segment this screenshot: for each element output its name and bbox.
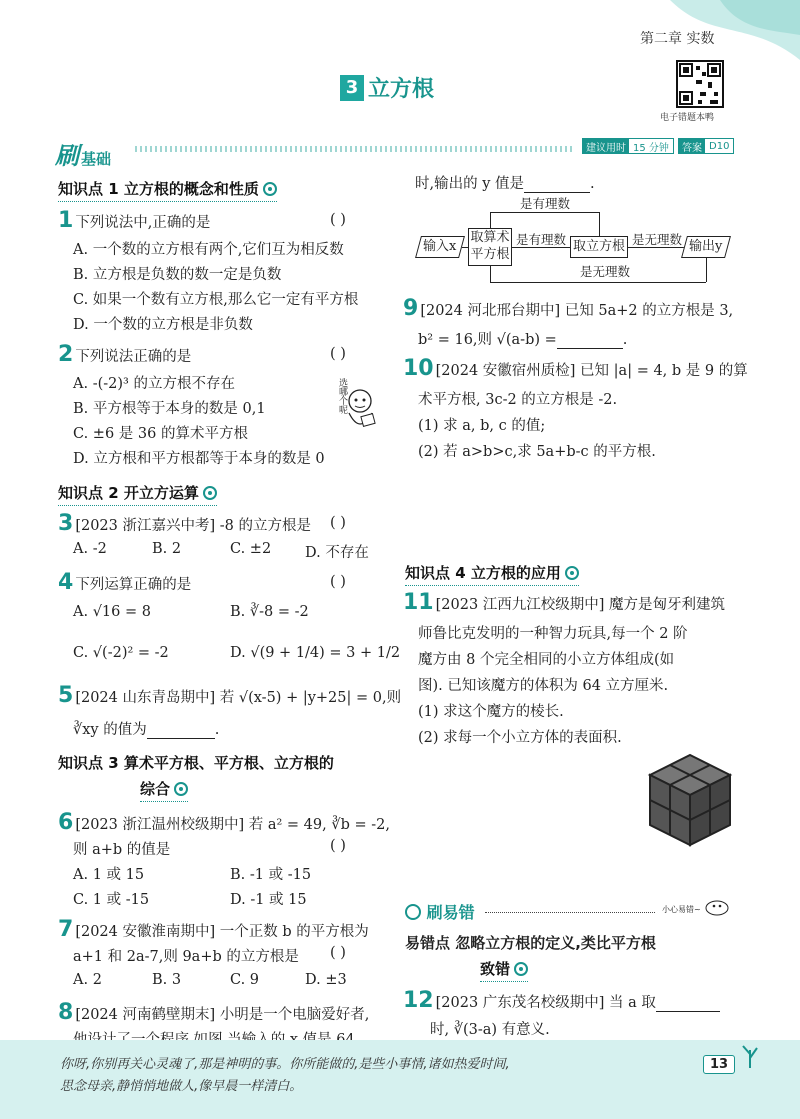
q10-line2: 术平方根, 3c-2 的立方根是 -2. (418, 392, 618, 408)
knowledge-point-3 (58, 752, 334, 775)
q10-sub2: (2) 若 a>b>c,求 5a+b-c 的平方根. (418, 444, 656, 460)
q8-line3: 时,输出的 y 值是 (415, 176, 525, 192)
q10-line1: [2024 安徽宿州质检] 已知 |a| = 4, b 是 9 的算 (435, 363, 748, 379)
flow-box-cbrt: 取立方根 (570, 236, 628, 258)
q9-line2-wrap: b² = 16,则 √(a-b) = . (418, 332, 628, 348)
kp3-title-line1: 知识点 3 算术平方根、平方根、立方根的 (58, 754, 334, 772)
flow-loop-line (599, 212, 600, 236)
flow-label-mid1: 是有理数 (516, 232, 567, 247)
knowledge-point-2 (58, 482, 217, 506)
knowledge-point-1 (58, 178, 277, 202)
time-label: 建议用时 (583, 139, 629, 153)
q6-number: 6 (58, 810, 74, 835)
kp2-title: 知识点 2 开立方运算 (58, 484, 199, 502)
answer-value: D10 (709, 140, 730, 152)
q2-option-a[interactable]: A. -(-2)³ 的立方根不存在 (73, 376, 235, 392)
q4-option-b[interactable]: B. ∛-8 = -2 (230, 604, 309, 620)
q11-number: 11 (403, 590, 434, 615)
q7-option-b[interactable]: B. 3 (152, 972, 182, 988)
footer-quote-line1: 你呀,你别再关心灵魂了,那是神明的事。你所能做的,是些小事情,诸如热爱时间, (60, 1057, 510, 1072)
flow-input (415, 236, 465, 258)
qr-caption: 电子错题本鸭 (660, 113, 715, 123)
q5-answer-blank[interactable] (147, 722, 215, 739)
mascot-icon (704, 894, 730, 916)
kp1-title: 知识点 1 立方根的概念和性质 (58, 180, 259, 198)
answer-tag (678, 138, 734, 154)
q12-line2: 时, ∛(3-a) 有意义. (430, 1022, 550, 1038)
q10-number: 10 (403, 356, 434, 381)
q6-option-c[interactable]: C. 1 或 -15 (73, 892, 150, 908)
q3-option-c[interactable]: C. ±2 (230, 541, 272, 557)
band-divider (135, 146, 575, 152)
q7-line2: a+1 和 2a-7,则 9a+b 的立方根是 (73, 949, 299, 965)
q8-number: 8 (58, 1000, 74, 1025)
band-big: 刷 (55, 142, 79, 170)
flow-label-bottom: 是无理数 (580, 264, 631, 279)
band-title (55, 136, 111, 171)
thinking-note: 选哪个呢 (337, 378, 347, 414)
flow-label-top: 是有理数 (520, 196, 571, 211)
flow-label-mid2: 是无理数 (632, 232, 683, 247)
q11-line1: [2023 江西九江校级期中] 魔方是匈牙利建筑 (435, 597, 726, 613)
q1-text: 下列说法中,正确的是 (75, 215, 211, 231)
thinking-cartoon-icon (340, 385, 380, 435)
q2-option-c[interactable]: C. ±6 是 36 的算术平方根 (73, 426, 248, 442)
q5-line2-wrap: ∛xy 的值为 . (73, 722, 220, 738)
flow-loop-line (706, 258, 707, 282)
q11-line4: 图). 已知该魔方的体积为 64 立方厘米. (418, 678, 669, 694)
knowledge-point-3-line2 (140, 778, 188, 802)
q3-option-d[interactable]: D. 不存在 (305, 545, 369, 561)
flow-loop-line (490, 266, 491, 282)
q9-line1: [2024 河北邢台期中] 已知 5a+2 的立方根是 3, (420, 303, 734, 319)
error-section-title: 刷易错 (426, 903, 475, 922)
q7-option-d[interactable]: D. ±3 (305, 972, 347, 988)
rubiks-cube-image (640, 745, 740, 853)
q8-stem (58, 1000, 369, 1025)
error-point-title-line2 (480, 958, 528, 982)
section-title-text: 立方根 (368, 77, 435, 102)
q5-stem (58, 683, 401, 708)
q4-number: 4 (58, 570, 74, 595)
error-point-title2: 致错 (480, 960, 511, 978)
q6-answer-paren[interactable]: ( ) (330, 838, 346, 854)
flow-output (681, 236, 731, 258)
q1-option-c[interactable]: C. 如果一个数有立方根,那么它一定有平方根 (73, 292, 359, 308)
q6-line1: [2023 浙江温州校级期中] 若 a² = 49, ∛b = -2, (75, 817, 390, 833)
q10-stem (403, 356, 748, 381)
q5-line2: ∛xy 的值为 (73, 722, 147, 738)
qr-code[interactable] (676, 60, 724, 108)
q4-answer-paren[interactable]: ( ) (330, 574, 346, 590)
error-section-divider (485, 912, 655, 913)
q4-option-c[interactable]: C. √(-2)² = -2 (73, 645, 169, 661)
band-small: 基础 (81, 150, 112, 168)
q3-option-a[interactable]: A. -2 (73, 541, 107, 557)
q6-option-a[interactable]: A. 1 或 15 (73, 867, 145, 883)
time-value: 15 分钟 (633, 142, 669, 154)
target-icon (203, 486, 217, 500)
q11-sub2: (2) 求每一个小立方体的表面积. (418, 730, 622, 746)
q3-text: [2023 浙江嘉兴中考] -8 的立方根是 (75, 518, 311, 534)
q2-answer-paren[interactable]: ( ) (330, 346, 346, 362)
q2-stem (58, 342, 191, 367)
q7-option-c[interactable]: C. 9 (230, 972, 260, 988)
q2-option-b[interactable]: B. 平方根等于本身的数是 0,1 (73, 401, 266, 417)
plant-icon (735, 1040, 765, 1070)
q1-option-b[interactable]: B. 立方根是负数的数一定是负数 (73, 267, 282, 283)
q2-text: 下列说法正确的是 (75, 349, 192, 365)
q1-stem (58, 208, 210, 233)
section-title (340, 72, 434, 103)
q4-option-d[interactable]: D. √(9 + 1/4) = 3 + 1/2 (230, 645, 401, 661)
q12-stem (403, 988, 720, 1013)
q9-answer-blank[interactable] (557, 332, 623, 349)
q8-line3-wrap: 时,输出的 y 值是 . (415, 176, 595, 192)
q3-option-b[interactable]: B. 2 (152, 541, 182, 557)
q7-number: 7 (58, 917, 74, 942)
error-note: 小心易错~ (662, 905, 701, 914)
target-icon (263, 182, 277, 196)
time-tag (582, 138, 674, 154)
target-icon (514, 962, 528, 976)
q11-line3: 魔方由 8 个完全相同的小立方体组成(如 (418, 652, 675, 668)
q1-number: 1 (58, 208, 74, 233)
flow-loop-line (490, 282, 706, 283)
q7-stem (58, 917, 369, 942)
footer-quote-line2: 思念母亲,静悄悄地做人,像早晨一样清白。 (60, 1079, 303, 1094)
kp4-title: 知识点 4 立方根的应用 (405, 564, 561, 582)
error-point-title: 易错点 忽略立方根的定义,类比平方根 (405, 934, 656, 952)
q1-option-a[interactable]: A. 一个数的立方根有两个,它们互为相反数 (73, 242, 344, 258)
q4-stem (58, 570, 191, 595)
q9-line2: b² = 16,则 √(a-b) = (418, 332, 557, 348)
q12-answer-blank[interactable] (656, 995, 720, 1012)
knowledge-point-4 (405, 562, 579, 586)
kp3-title-line2: 综合 (140, 780, 171, 798)
footer-quote (60, 1054, 700, 1098)
flow-loop-line (490, 212, 599, 213)
q3-number: 3 (58, 511, 74, 536)
answer-label: 答案 (679, 139, 705, 153)
q8-line1: [2024 河南鹤壁期末] 小明是一个电脑爱好者, (75, 1007, 370, 1023)
q3-answer-paren[interactable]: ( ) (330, 515, 346, 531)
q3-stem (58, 511, 311, 536)
q9-number: 9 (403, 296, 419, 321)
flow-box1-line2: 平方根 (470, 247, 510, 262)
flow-box-sqrt (468, 228, 512, 266)
q2-option-d[interactable]: D. 立方根和平方根都等于本身的数是 0 (73, 451, 325, 467)
q1-option-d[interactable]: D. 一个数的立方根是非负数 (73, 317, 253, 333)
error-section-label (405, 900, 475, 923)
q4-option-a[interactable]: A. √16 = 8 (73, 604, 151, 620)
error-section-icon (405, 904, 421, 920)
q8-answer-blank[interactable] (524, 176, 590, 193)
q12-number: 12 (403, 988, 434, 1013)
section-number: 3 (340, 75, 364, 101)
q9-stem (403, 296, 733, 321)
q6-stem (58, 810, 390, 835)
q4-text: 下列运算正确的是 (75, 577, 192, 593)
q6-option-b[interactable]: B. -1 或 -15 (230, 867, 312, 883)
q10-sub1: (1) 求 a, b, c 的值; (418, 418, 546, 434)
q7-answer-paren[interactable]: ( ) (330, 945, 346, 961)
page-number: 13 (703, 1055, 735, 1074)
flow-output-label: 输出y (689, 239, 723, 254)
q1-answer-paren[interactable]: ( ) (330, 212, 346, 228)
flow-loop-line (490, 212, 491, 228)
flow-box1-line1: 取算术 (470, 230, 510, 245)
q5-number: 5 (58, 683, 74, 708)
q11-sub1: (1) 求这个魔方的棱长. (418, 704, 564, 720)
q7-line1: [2024 安徽淮南期中] 一个正数 b 的平方根为 (75, 924, 369, 940)
q6-line2: 则 a+b 的值是 (73, 842, 171, 858)
flow-input-label: 输入x (423, 239, 457, 254)
q11-stem (403, 590, 725, 615)
q2-number: 2 (58, 342, 74, 367)
q12-line1: [2023 广东茂名校级期中] 当 a 取 (435, 995, 656, 1011)
q5-line1: [2024 山东青岛期中] 若 √(x-5) + |y+25| = 0,则 (75, 690, 402, 706)
q6-option-d[interactable]: D. -1 或 15 (230, 892, 307, 908)
target-icon (174, 782, 188, 796)
target-icon (565, 566, 579, 580)
chapter-header: 第二章 实数 (640, 31, 715, 47)
q11-line2: 师鲁比克发明的一种智力玩具,每一个 2 阶 (418, 626, 688, 642)
q7-option-a[interactable]: A. 2 (73, 972, 102, 988)
